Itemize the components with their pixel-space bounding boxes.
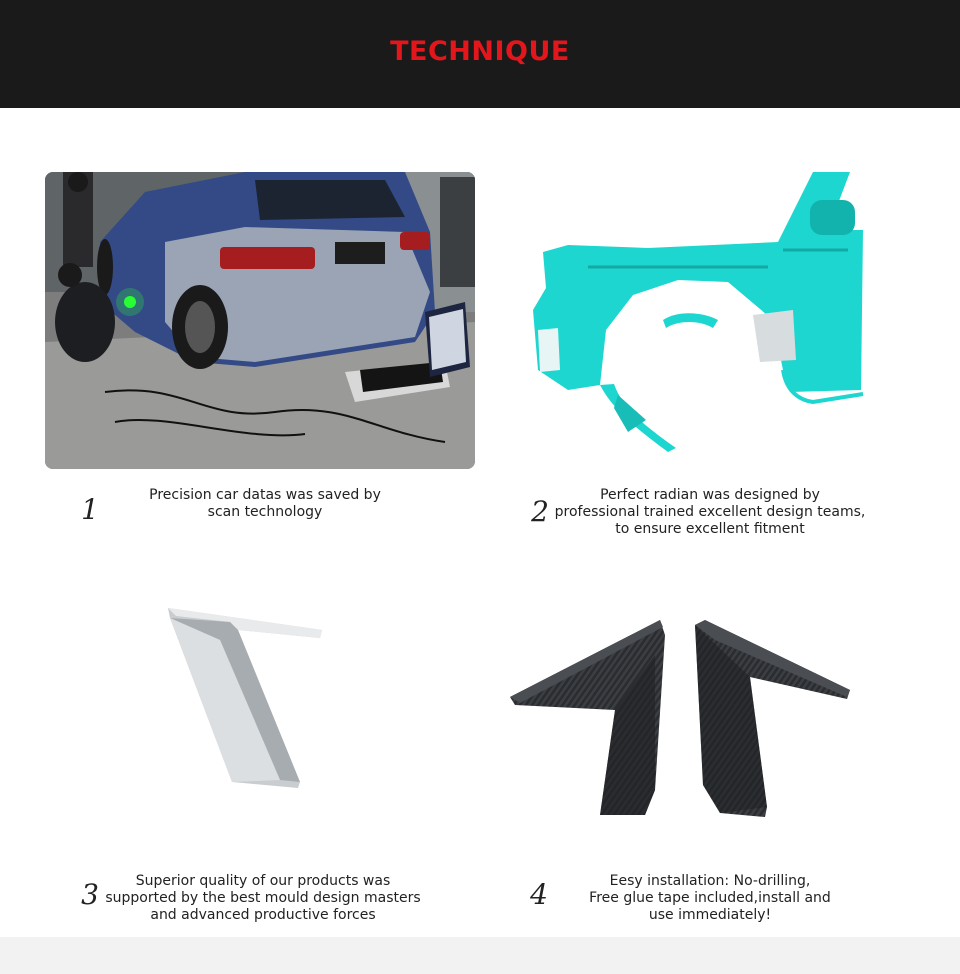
step-number-4: 4	[530, 878, 548, 911]
step-caption-3	[98, 873, 428, 924]
step-number-1: 1	[81, 493, 99, 526]
caption-line: use immediately!	[648, 907, 772, 923]
page-title: TECHNIQUE	[390, 36, 570, 67]
carbon-fiber-parts-image	[505, 615, 860, 825]
step-caption-2	[545, 487, 875, 538]
caption-line: supported by the best mould design masters	[105, 890, 421, 906]
step-number-2: 2	[531, 495, 549, 528]
mould-part-image	[160, 600, 340, 800]
3d-scan-render-image	[528, 170, 868, 462]
header-bar	[0, 0, 960, 108]
footer-band	[0, 937, 960, 974]
caption-line: and advanced productive forces	[150, 907, 376, 923]
caption-line: Precision car datas was saved by	[149, 487, 381, 503]
caption-line: Eesy installation: No-drilling,	[609, 873, 811, 889]
caption-line: scan technology	[207, 504, 323, 520]
caption-line: to ensure excellent fitment	[615, 521, 805, 537]
caption-line: professional trained excellent design teams,	[554, 504, 866, 520]
caption-line: Perfect radian was designed by	[600, 487, 820, 503]
step-caption-4	[560, 873, 860, 924]
caption-line: Superior quality of our products was	[135, 873, 391, 889]
caption-line: Free glue tape included,install and	[589, 890, 831, 906]
step-number-3: 3	[81, 878, 99, 911]
step-caption-1	[110, 487, 420, 521]
scan-photo-image	[45, 172, 475, 469]
